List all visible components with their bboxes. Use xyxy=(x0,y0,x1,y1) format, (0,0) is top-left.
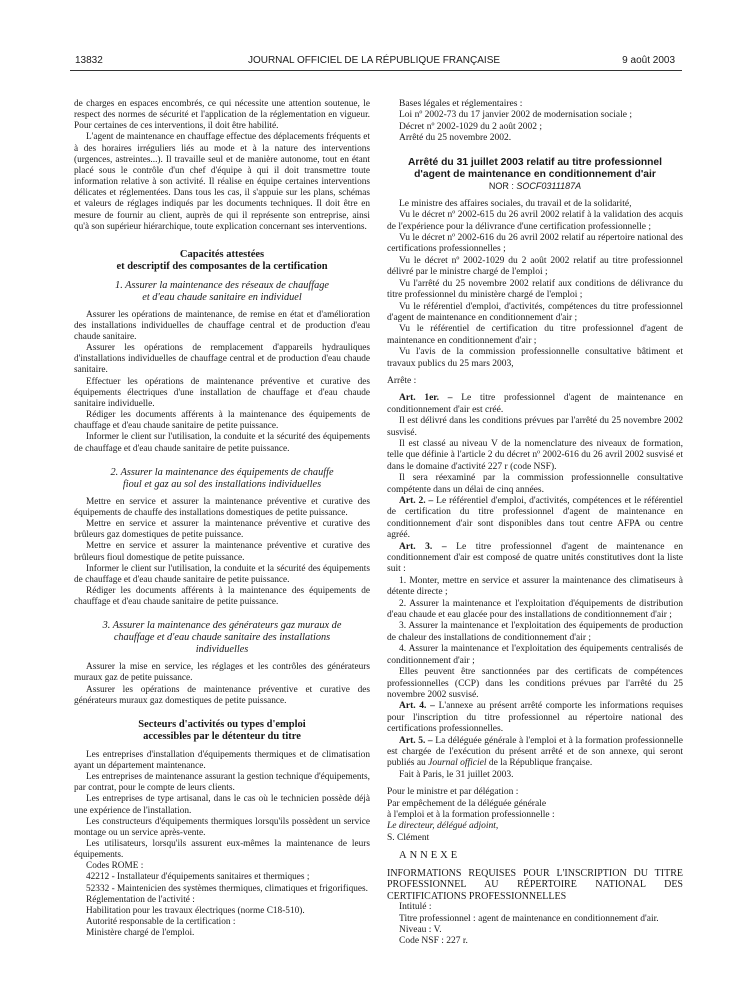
rome-code: 52332 - Maintenicien des systèmes thermiques, climatiques et frigorifiques. xyxy=(86,883,368,894)
subsection-heading: fioul et gaz au sol des installations individuelles xyxy=(122,478,322,490)
article-1: Art. 1er. – Le titre professionnel d'agent de maintenance en conditionnement d'air est créé. xyxy=(387,393,683,415)
legal-bases-label: Bases légales et réglementaires : xyxy=(399,99,523,109)
place-date: Fait à Paris, le 31 juillet 2003. xyxy=(399,769,514,780)
subsection-heading: et d'eau chaude sanitaire en individuel xyxy=(142,291,302,303)
header-rule xyxy=(70,70,682,71)
paragraph: Assurer la mise en service, les réglages et les contrôles des générateurs muraux gaz de petite puissance. xyxy=(74,662,370,684)
authority-text: Ministère chargé de l'emploi. xyxy=(86,928,195,939)
section-heading: Capacités attestées xyxy=(179,248,265,260)
article-5: Art. 5. – La déléguée générale à l'emploi et à la formation professionnelle est chargée de l'exécution du présent arrêté et de son annexe, qui seront publiés au Journal officiel de la République française. xyxy=(387,735,683,769)
paragraph: Assurer les opérations de maintenance préventive et curative des générateurs muraux gaz domestiques de petite puissance. xyxy=(74,684,370,706)
paragraph: Informer le client sur l'utilisation, la conduite et la sécurité des équipements de chauffage et d'eau chaude sanitaire de petite puissance. xyxy=(74,563,370,585)
section-heading: et descriptif des composantes de la certification xyxy=(116,261,328,273)
regulation-label: Réglementation de l'activité : xyxy=(86,894,195,905)
paragraph: Vu le référentiel d'emploi, d'activités, compétences du titre professionnel d'agent de maintenance en conditionnement d'air ; xyxy=(387,301,683,323)
paragraph: Vu le décret nº 2002-616 du 26 avril 2002 relatif au répertoire national des certifications professionnelles ; xyxy=(387,233,683,255)
article-4: Art. 4. – L'annexe au présent arrêté comporte les informations requises pour l'inscription du titre professionnel au répertoire national des certifications professionnelles. xyxy=(387,701,683,735)
annex-caption: INFORMATIONS REQUISES POUR L'INSCRIPTION DU TITRE PROFESSIONNEL AU RÉPERTOIRE NATIONAL DES CERTIFICATIONS PROFESSIONNELLES xyxy=(387,867,683,902)
left-column xyxy=(74,99,370,939)
list-item: 3. Assurer la maintenance et l'exploitation des équipements de production de chaleur des installations de conditionnement d'air ; xyxy=(387,621,683,643)
paragraph: Mettre en service et assurer la maintenance préventive et curative des brûleurs gaz domestiques de petite puissance. xyxy=(74,519,370,541)
paragraph: Les entreprises de type artisanal, dans le cas où le technicien possède déjà une expérience de l'installation. xyxy=(74,794,370,816)
paragraph: Mettre en service et assurer la maintenance préventive et curative des brûleurs fioul domestique de petite puissance. xyxy=(74,541,370,563)
paragraph: Les entreprises de maintenance assurant la gestion technique d'équipements, par contrat, pour le compte de leurs clients. xyxy=(74,772,370,794)
list-item: 2. Assurer la maintenance et l'exploitation d'équipements de distribution d'eau chaude et eau glacée pour des installations de conditionnement d'air ; xyxy=(387,598,683,621)
subsection-heading: 1. Assurer la maintenance des réseaux de chauffage xyxy=(115,279,329,291)
paragraph: Il sera réexaminé par la commission professionnelle consultative compétente dans un délai de cinq années. xyxy=(387,473,683,495)
paragraph: Le ministre des affaires sociales, du travail et de la solidarité, xyxy=(399,198,632,209)
subsection-heading: 3. Assurer la maintenance des générateurs gaz muraux de xyxy=(102,620,342,632)
decree-title: d'agent de maintenance en conditionnement d'air xyxy=(414,169,656,181)
rome-label: Codes ROME : xyxy=(86,861,144,872)
paragraph: de charges en espaces encombrés, ce qui nécessite une attention soutenue, le respect des normes de sécurité et l'application de la réglementation en vigueur. Pour certaines de ces interventions, il doit être habilité. xyxy=(74,99,370,132)
paragraph: L'agent de maintenance en chauffage effectue des déplacements fréquents et à des horaires irréguliers liés au mode et à la nature des interventions (urgences, astreintes...). Il travaille seul et de manière autonome, tout en étant placé sous le contrôle d'un chef d'équipe à qui il doit transmettre toute information relative à son activité. Il réalise en équipe certaines interventions délicates et réglementées. Dans tous les cas, il s'appuie sur les plans, schémas et valeurs de réglages indiqués par les documents techniques. Il doit être en mesure de fournir au client, auprès de qui il représente son entreprise, ainsi qu'à son supérieur hiérarchique, toute explication concernant ses interventions. xyxy=(74,132,370,232)
paragraph: Vu l'avis de la commission professionnelle consultative bâtiment et travaux publics du 25 mars 2003, xyxy=(387,347,683,369)
paragraph: Informer le client sur l'utilisation, la conduite et la sécurité des équipements de chauffage et d'eau chaude sanitaire de petite puissance. xyxy=(74,432,370,454)
paragraph: Il est classé au niveau V de la nomenclature des niveaux de formation, telle que définie à l'article 2 du décret nº 2002-616 du 26 avril 2002 susvisé et dans le domaine d'activité 227 r (code NSF). xyxy=(387,438,683,472)
issue-date: 9 août 2003 xyxy=(622,55,675,66)
annex-field: Niveau : V. xyxy=(399,924,442,935)
legal-basis: Loi nº 2002-73 du 17 janvier 2002 de modernisation sociale ; xyxy=(399,110,633,121)
journal-title: JOURNAL OFFICIEL DE LA RÉPUBLIQUE FRANÇAISE xyxy=(247,55,501,66)
list-item: 1. Monter, mettre en service et assurer la maintenance des climatiseurs à détente directe ; xyxy=(387,575,683,598)
paragraph: Les entreprises d'installation d'équipements thermiques et de climatisation ayant un département maintenance. xyxy=(74,749,370,771)
paragraph: Elles peuvent être sanctionnées par des certificats de compétences professionnelles (CCP) dans les conditions prévues par l'arrêté du 25 novembre 2002 susvisé. xyxy=(387,667,683,700)
subsection-heading: individuelles xyxy=(195,644,249,656)
annex-field: Code NSF : 227 r. xyxy=(399,936,468,947)
signatory-name: S. Clément xyxy=(387,832,430,843)
subsection-heading: chauffage et d'eau chaude sanitaire des installations xyxy=(113,632,331,644)
subsection-heading: 2. Assurer la maintenance des équipements de chauffe xyxy=(110,466,334,478)
signature-line: à l'emploi et à la formation professionnelle : xyxy=(387,809,555,820)
paragraph: Vu l'arrêté du 25 novembre 2002 relatif aux conditions de délivrance du titre professionnel du ministère chargé de l'emploi ; xyxy=(387,278,683,301)
section-heading: Secteurs d'activités ou types d'emploi xyxy=(138,718,306,730)
signature-line: Pour le ministre et par délégation : xyxy=(387,787,519,798)
decree-title: Arrêté du 31 juillet 2003 relatif au titre professionnel xyxy=(407,156,663,168)
annex-field: Titre professionnel : agent de maintenance en conditionnement d'air. xyxy=(399,913,659,924)
article-2: Art. 2. – Le référentiel d'emploi, d'activités, compétences et le référentiel de certification du titre professionnel d'agent de maintenance en conditionnement d'air sont disponibles dans tout centre AFPA ou centre agréé. xyxy=(387,496,683,541)
signature-line: Le directeur, délégué adjoint, xyxy=(387,821,499,832)
page-header xyxy=(67,53,681,71)
article-3: Art. 3. – Le titre professionnel d'agent de maintenance en conditionnement d'air est composé de quatre unités constitutives dont la liste suit : xyxy=(387,541,683,575)
signature-line: Par empêchement de la déléguée générale xyxy=(387,798,547,809)
authority-label: Autorité responsable de la certification : xyxy=(86,917,236,928)
paragraph: Les constructeurs d'équipements thermiques lorsqu'ils possèdent un service montage ou un service après-vente. xyxy=(74,816,370,838)
paragraph: Rédiger les documents afférents à la maintenance des équipements de chauffage et d'eau chaude sanitaire de petite puissance. xyxy=(74,410,370,432)
rome-code: 42212 - Installateur d'équipements sanitaires et thermiques ; xyxy=(86,872,310,883)
paragraph: Mettre en service et assurer la maintenance préventive et curative des équipements de chauffe des installations domestiques de petite puissance. xyxy=(74,496,370,518)
paragraph: Vu le décret nº 2002-1029 du 2 août 2002 relatif au titre professionnel délivré par le ministre chargé de l'emploi ; xyxy=(387,255,683,278)
annex-heading: ANNEXE xyxy=(399,850,461,862)
legal-basis: Arrêté du 25 novembre 2002. xyxy=(399,133,512,144)
nor-reference: NOR : SOCF0311187A xyxy=(488,181,582,192)
paragraph: Assurer les opérations de remplacement d'appareils hydrauliques d'installations individuelles de chauffage central et de production d'eau chaude sanitaire. xyxy=(74,343,370,376)
paragraph: Il est délivré dans les conditions prévues par l'arrêté du 25 novembre 2002 susvisé. xyxy=(387,416,683,438)
paragraph: Vu le décret nº 2002-615 du 26 avril 2002 relatif à la validation des acquis de l'expérience pour la délivrance d'une certification professionnelle ; xyxy=(387,210,683,232)
page-number: 13832 xyxy=(75,55,103,66)
list-item: 4. Assurer la maintenance et l'exploitation des équipements centralisés de conditionnement d'air ; xyxy=(387,644,683,666)
paragraph: Rédiger les documents afférents à la maintenance des équipements de chauffage et d'eau chaude sanitaire de petite puissance. xyxy=(74,585,370,608)
section-heading: accessibles par le détenteur du titre xyxy=(143,731,301,743)
annex-field: Intitulé : xyxy=(399,902,432,913)
legal-basis: Décret nº 2002-1029 du 2 août 2002 ; xyxy=(399,121,543,132)
arrete-line: Arrête : xyxy=(387,375,417,386)
paragraph: Effectuer les opérations de maintenance préventive et curative des équipements électriques d'une installation de chauffage et d'eau chaude sanitaire individuelle. xyxy=(74,376,370,409)
paragraph: Assurer les opérations de maintenance, de remise en état et d'amélioration des installations individuelles de chauffage central et de production d'eau chaude sanitaire. xyxy=(74,309,370,342)
paragraph: Vu le référentiel de certification du titre professionnel d'agent de maintenance en conditionnement d'air ; xyxy=(387,324,683,346)
paragraph: Les utilisateurs, lorsqu'ils assurent eux-mêmes la maintenance de leurs équipements. xyxy=(74,838,370,861)
regulation-text: Habilitation pour les travaux électriques (norme C18-510). xyxy=(86,905,305,916)
right-column xyxy=(387,99,683,948)
